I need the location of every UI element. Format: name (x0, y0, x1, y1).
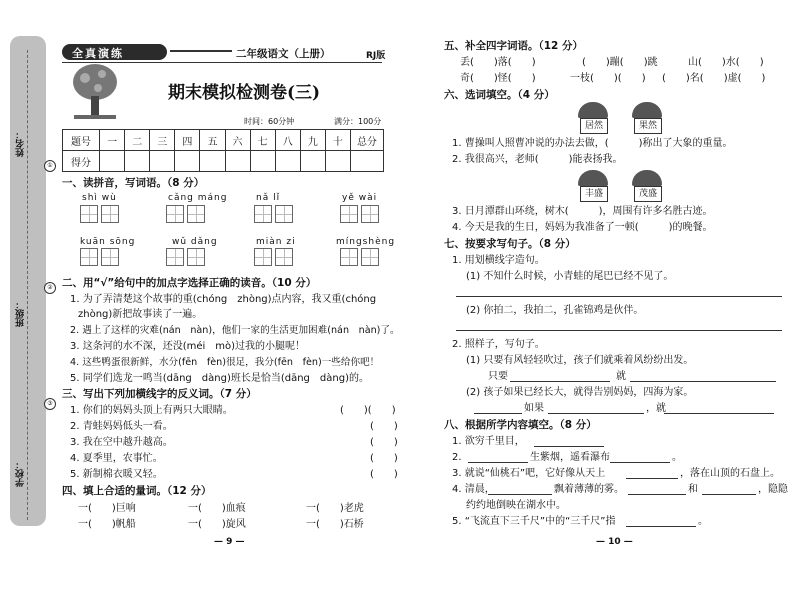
score-cell[interactable] (250, 151, 275, 172)
writing-grid[interactable] (340, 248, 379, 268)
answer-line[interactable] (468, 462, 528, 463)
answer-line[interactable] (702, 494, 756, 495)
answer-bracket[interactable]: ( ) (370, 437, 398, 448)
answer-line[interactable] (510, 381, 610, 382)
school-label: 学校： (16, 460, 26, 487)
answer-line[interactable] (456, 296, 782, 297)
binding-hole: ③ (44, 398, 56, 410)
question-line: 1. 欲穷千里目， (452, 436, 525, 447)
pinyin: nǎ lǐ (256, 193, 281, 203)
writing-grid[interactable] (80, 248, 119, 268)
score-table-header-cell: 九 (300, 130, 325, 151)
idiom-item[interactable]: 奇( )怪( ) (460, 73, 536, 84)
answer-line[interactable] (488, 494, 552, 495)
answer-line[interactable] (534, 446, 604, 447)
question-line: 只要 (488, 371, 508, 382)
pinyin: cǎng máng (168, 193, 228, 203)
score-cell[interactable] (350, 151, 383, 172)
cut-line (27, 50, 28, 520)
measure-item[interactable]: 一( )旋风 (188, 519, 246, 530)
word-choice: 丰盛 (580, 186, 608, 202)
mushroom-cap (632, 102, 662, 118)
idiom-item[interactable]: 山( )水( ) (688, 57, 764, 68)
pinyin: míngshèng (336, 237, 396, 247)
section-4-title: 四、填上合适的量词。（12 分） (62, 485, 212, 497)
score-label: 满分：100分 (334, 117, 382, 126)
score-table-header-cell: 总分 (350, 130, 383, 151)
score-table (62, 129, 384, 172)
score-cell[interactable] (150, 151, 175, 172)
answer-line[interactable] (456, 330, 782, 331)
question-line: 2. 遇上了这样的灾难(nán nàn)，他们一家的生活更加困难(nán nàn)了。 (70, 325, 400, 336)
section-1-title: 一、读拼音，写词语。（8 分） (62, 177, 205, 189)
question-line: 3. 我在空中越升越高。 (70, 437, 173, 448)
measure-item[interactable]: 一( )巨响 (78, 503, 136, 514)
word-choice: 居然 (580, 118, 608, 134)
idiom-item[interactable]: ( )名( )虚( ) (662, 73, 766, 84)
measure-item[interactable]: 一( )帆船 (78, 519, 136, 530)
pinyin: kuān sōng (80, 237, 136, 247)
section-2-title: 二、用“√”给句中的加点字选择正确的读音。（10 分） (62, 277, 317, 289)
page-number: — 10 — (596, 537, 633, 547)
answer-line[interactable] (630, 381, 776, 382)
writing-grid[interactable] (166, 205, 205, 225)
answer-bracket[interactable]: ( ) (370, 469, 398, 480)
question-line: 5. “飞流直下三千尺”中的“三千尺”指 (452, 516, 616, 527)
score-cell[interactable] (125, 151, 150, 172)
question-line: 1. 曹操叫人照曹冲说的办法去做，( )称出了大象的重量。 (452, 138, 733, 149)
idiom-item[interactable]: ( )蹦( )跳 (582, 57, 658, 68)
writing-grid[interactable] (340, 205, 379, 225)
question-line: 就 (616, 371, 626, 382)
score-cell[interactable] (100, 151, 125, 172)
score-table-header-cell: 一 (100, 130, 125, 151)
question-line: 4. 这些鸭蛋很新鲜，水分(fēn fèn)很足，我分(fēn fèn)一些给你吧！ (70, 357, 380, 368)
question-line: 1. 为了弄清楚这个故事的重(chóng zhòng)点内容，我又重(chóng (70, 294, 377, 305)
tree-illustration (70, 60, 120, 120)
pinyin: yě wài (342, 193, 378, 203)
measure-item[interactable]: 一( )老虎 (306, 503, 364, 514)
answer-line[interactable] (664, 413, 774, 414)
question-line: 飘着薄薄的雾。 (554, 484, 624, 495)
word-choice: 果然 (634, 118, 662, 134)
question-line: (2) 孩子如果已经长大，就得告别妈妈，四海为家。 (466, 387, 694, 398)
question-line: 3. 就说“仙桃石”吧，它好像从天上 (452, 468, 606, 479)
score-table-header-cell: 八 (275, 130, 300, 151)
question-line: 3. 这条河的水不深，还没(méi mò)过我的小腿呢！ (70, 341, 306, 352)
question-line: ，隐隐 (758, 484, 788, 495)
idiom-item[interactable]: 丢( )落( ) (460, 57, 536, 68)
writing-grid[interactable] (166, 248, 205, 268)
binding-hole: ① (44, 160, 56, 172)
score-table-header-cell: 六 (225, 130, 250, 151)
question-line: 。 (672, 452, 682, 463)
score-table-header-cell: 三 (150, 130, 175, 151)
binding-hole: ② (44, 282, 56, 294)
time-label: 时间：60分钟 (244, 117, 295, 126)
writing-grid[interactable] (254, 248, 293, 268)
question-line: 2. (452, 452, 462, 463)
score-cell[interactable] (325, 151, 350, 172)
mushroom-cap (632, 170, 662, 186)
pinyin: wǔ dǎng (172, 237, 218, 247)
question-line: 2. 我很高兴，老师( )能表扬我。 (452, 154, 623, 165)
question-line: 2. 照样子，写句子。 (452, 339, 545, 350)
question-line: 3. 日月潭群山环绕，树木( )，周围有许多名胜古迹。 (452, 206, 713, 217)
question-line: 如果 (524, 403, 544, 414)
question-line: 1. 用划横线字造句。 (452, 255, 545, 266)
score-table-header-cell: 十 (325, 130, 350, 151)
mushroom-cap (578, 102, 608, 118)
writing-grid[interactable] (80, 205, 119, 225)
answer-bracket[interactable]: ( )( ) (340, 405, 396, 416)
answer-bracket[interactable]: ( ) (370, 421, 398, 432)
question-line: (1) 不知什么时候，小青蛙的尾巴已经不见了。 (466, 271, 674, 282)
question-line: 4. 夏季里，农事忙。 (70, 453, 163, 464)
question-line: ，就 (646, 403, 666, 414)
measure-item[interactable]: 一( )血痕 (188, 503, 246, 514)
question-line: 4. 清晨， (452, 484, 495, 495)
subject-label: 二年级语文（上册） (232, 46, 335, 61)
section-8-title: 八、根据所学内容填空。（8 分） (444, 419, 597, 431)
mushroom-cap (578, 170, 608, 186)
score-cell[interactable] (175, 151, 200, 172)
answer-line[interactable] (626, 478, 678, 479)
idiom-item[interactable]: 一枝( )( ) (570, 73, 646, 84)
question-line: 生紫烟，遥看瀑布 (530, 452, 610, 463)
section-5-title: 五、补全四字词语。（12 分） (444, 40, 584, 52)
section-7-title: 七、按要求写句子。（8 分） (444, 238, 576, 250)
question-line: 和 (688, 484, 698, 495)
score-table-header-cell: 四 (175, 130, 200, 151)
score-cell[interactable] (300, 151, 325, 172)
question-line: 5. 同学们选龙一鸣当(dāng dàng)班长是恰当(dāng dàng)的。 (70, 373, 369, 384)
score-cell[interactable] (225, 151, 250, 172)
score-cell[interactable] (275, 151, 300, 172)
pinyin: miàn zi (256, 237, 296, 247)
pinyin: shì wù (82, 193, 117, 203)
answer-line[interactable] (548, 413, 644, 414)
measure-item[interactable]: 一( )石桥 (306, 519, 364, 530)
section-6-title: 六、选词填空。（4 分） (444, 89, 555, 101)
answer-line[interactable] (628, 494, 686, 495)
score-table-header-cell: 二 (125, 130, 150, 151)
answer-bracket[interactable]: ( ) (370, 453, 398, 464)
score-table-header-cell: 七 (250, 130, 275, 151)
score-table-header-cell: 五 (200, 130, 225, 151)
answer-line[interactable] (474, 413, 522, 414)
brand-label: 全真演练 (72, 47, 124, 60)
writing-grid[interactable] (254, 205, 293, 225)
question-line: 1. 你们的妈妈头顶上有两只大眼睛。 (70, 405, 233, 416)
question-line: 2. 青蛙妈妈低头一看。 (70, 421, 173, 432)
score-table-header-cell: 题号 (63, 130, 100, 151)
question-line: ，落在山顶的石盘上。 (680, 468, 780, 479)
question-line: (2) 你拍二，我拍二，孔雀锦鸡是伙伴。 (466, 305, 644, 316)
question-line: zhòng)新把故事读了一遍。 (78, 309, 203, 320)
score-cell[interactable] (200, 151, 225, 172)
score-row-label: 得分 (63, 151, 100, 172)
question-line: 。 (698, 516, 708, 527)
question-line: (1) 只要有风轻轻吹过，孩子们就乘着风纷纷出发。 (466, 355, 694, 366)
name-label: 姓名： (16, 130, 26, 157)
section-3-title: 三、写出下列加横线字的反义词。（7 分） (62, 388, 257, 400)
class-label: 班级： (16, 300, 26, 327)
page-title: 期末模拟检测卷(三) (168, 83, 321, 103)
word-choice: 茂盛 (634, 186, 662, 202)
answer-line[interactable] (626, 526, 696, 527)
edition-label: RJ版 (366, 51, 386, 61)
answer-line[interactable] (610, 462, 670, 463)
question-line: 约约地倒映在湖水中。 (466, 500, 566, 511)
question-line: 5. 新制棉衣暖又轻。 (70, 469, 163, 480)
binding-strip (10, 36, 46, 526)
page-number: — 9 — (214, 537, 245, 547)
question-line: 4. 今天是我的生日，妈妈为我准备了一顿( )的晚餐。 (452, 222, 713, 233)
